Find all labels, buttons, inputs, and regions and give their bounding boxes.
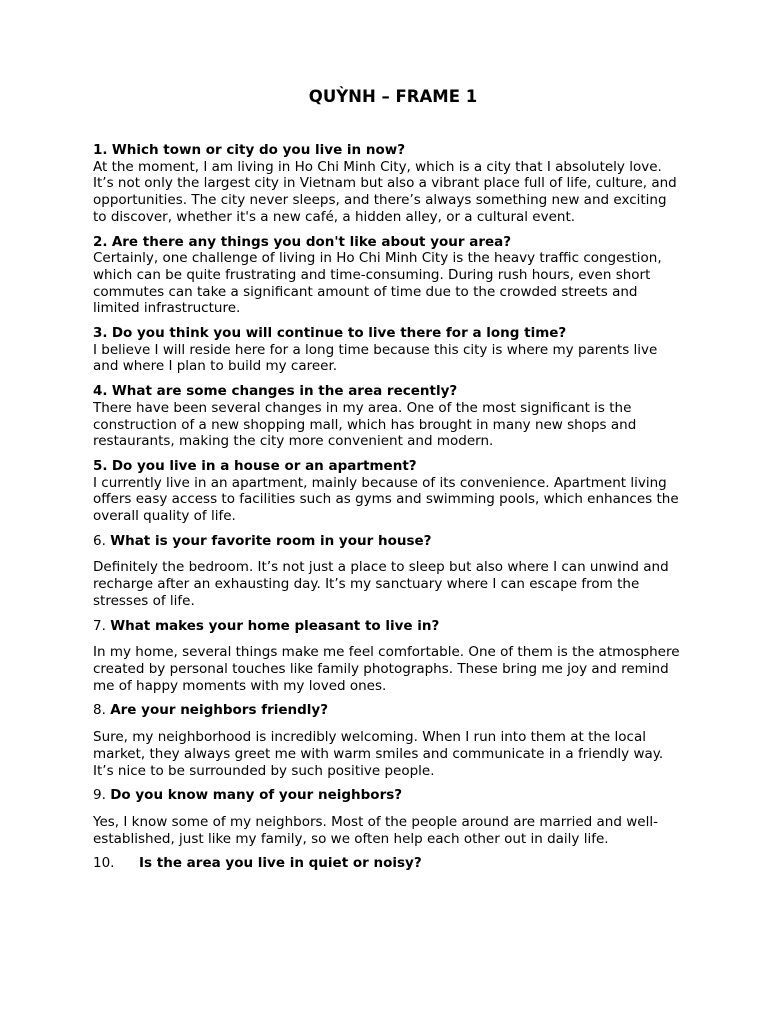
answer-8: Sure, my neighborhood is incredibly welcoming. When I run into them at the local market, they always greet me with warm smiles and communicate in a friendly way. It’s nice to be surrounded by such positive people.	[93, 729, 664, 779]
qa-item-3	[93, 325, 683, 375]
answer-5: I currently live in an apartment, mainly because of its convenience. Apartment living offers easy access to facilities such as gyms and swimming pools, which enhances the overall quality of life.	[93, 474, 679, 525]
question-10: 10. Is the area you live in quiet or noisy?	[93, 855, 422, 872]
qa-item-7	[93, 618, 683, 695]
document-page	[93, 86, 683, 880]
qa-item-10	[93, 855, 683, 872]
qa-item-9	[93, 787, 683, 847]
answer-2: Certainly, one challenge of living in Ho Chi Minh City is the heavy traffic congestion, which can be quite frustrating and time-consuming. During rush hours, even short commutes can take a significant amount of time due to the crowded streets and limited infrastructure.	[93, 250, 662, 317]
question-5: 5. Do you live in a house or an apartment?	[93, 457, 417, 474]
qa-item-4	[93, 383, 683, 450]
answer-9: Yes, I know some of my neighbors. Most of the people around are married and well-established, just like my family, so we often help each other out in daily life.	[93, 813, 658, 847]
answer-3: I believe I will reside here for a long time because this city is where my parents live and where I plan to build my career.	[93, 341, 658, 375]
question-7: 7. What makes your home pleasant to live in?	[93, 617, 440, 634]
question-9: 9. Do you know many of your neighbors?	[93, 787, 403, 804]
question-3: 3. Do you think you will continue to live there for a long time?	[93, 325, 567, 342]
question-8: 8. Are your neighbors friendly?	[93, 702, 329, 719]
qa-item-6	[93, 533, 683, 610]
answer-7: In my home, several things make me feel comfortable. One of them is the atmosphere created by personal touches like family photographs. These bring me joy and remind me of happy moments with my loved ones.	[93, 644, 680, 694]
qa-item-5	[93, 458, 683, 525]
question-6: 6. What is your favorite room in your house?	[93, 532, 432, 549]
qa-item-1	[93, 142, 683, 226]
answer-1: At the moment, I am living in Ho Chi Minh City, which is a city that I absolutely love. It’s not only the largest city in Vietnam but also a vibrant place full of life, culture, and opportunities. The city never sleeps, and there’s always something new and exciting to discover, whether it's a new café, a hidden alley, or a cultural event.	[93, 158, 677, 225]
question-4: 4. What are some changes in the area recently?	[93, 383, 458, 400]
question-2: 2. Are there any things you don't like about your area?	[93, 233, 512, 250]
document-title: QUỲNH – FRAME 1	[308, 87, 478, 106]
question-1: 1. Which town or city do you live in now?	[93, 142, 406, 158]
answer-4: There have been several changes in my area. One of the most significant is the construction of a new shopping mall, which has brought in many new shops and restaurants, making the city more convenient and modern.	[93, 399, 637, 450]
qa-item-8	[93, 702, 683, 779]
qa-item-2	[93, 234, 683, 318]
answer-6: Definitely the bedroom. It’s not just a place to sleep but also where I can unwind and recharge after an exhausting day. It’s my sanctuary where I can escape from the stresses of life.	[93, 559, 669, 609]
